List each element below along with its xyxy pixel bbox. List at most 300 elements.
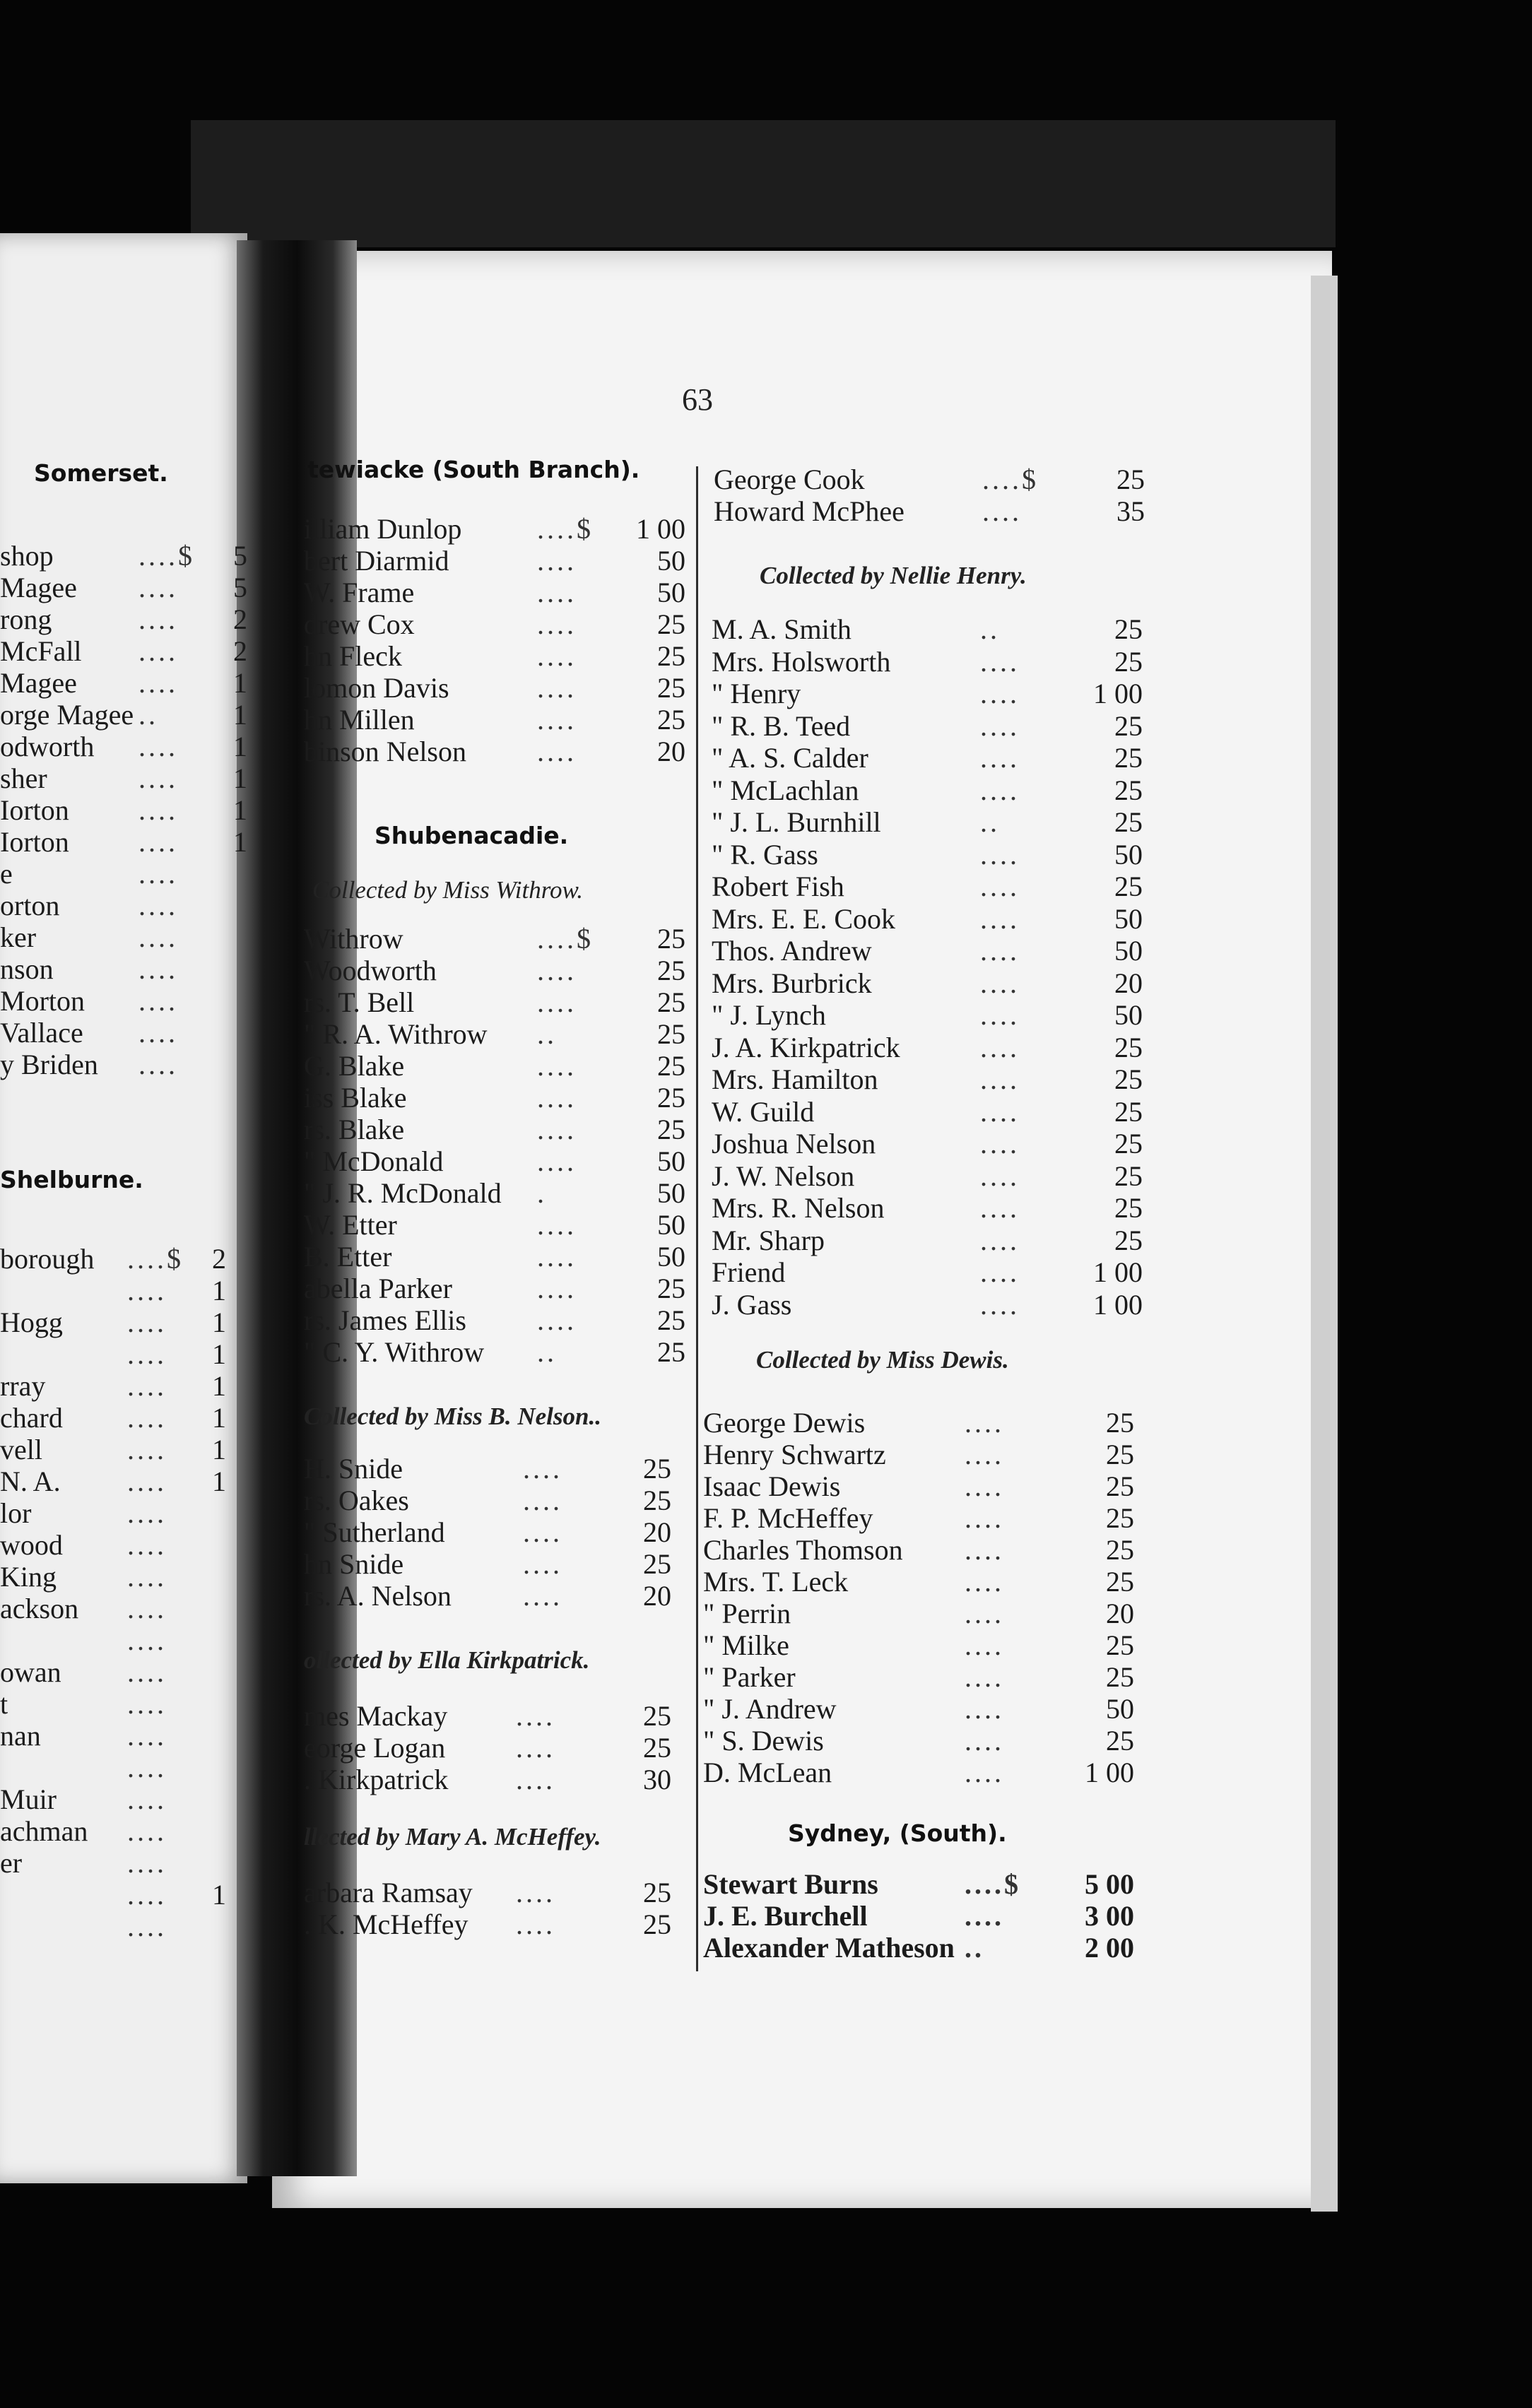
donation-amount: 25 (1106, 1629, 1134, 1661)
leader-dots: .... (980, 1063, 1020, 1095)
shubenacadie-list (304, 922, 700, 1367)
list-item (0, 1433, 254, 1465)
donor-name: drew Cox (304, 608, 415, 640)
list-item (304, 1579, 700, 1611)
leader-dots: .... (127, 1434, 167, 1465)
leader-dots: ....$ (127, 1243, 184, 1275)
leader-dots: .. (965, 1932, 984, 1964)
leader-dots: .... (537, 955, 577, 986)
list-item (0, 1846, 254, 1878)
donation-amount: 25 (1114, 1224, 1143, 1256)
donor-name: W. Guild (712, 1095, 815, 1128)
donation-amount: 1 (212, 1275, 226, 1306)
list-item (712, 741, 1150, 774)
leader-dots: .... (127, 1911, 167, 1942)
stewiacke-list (304, 512, 700, 767)
leader-dots: .... (139, 731, 178, 762)
leader-dots: .... (139, 921, 178, 953)
leader-dots: .... (537, 640, 577, 672)
list-item (0, 698, 254, 730)
donor-name: H. Snide (304, 1453, 403, 1485)
list-item (0, 539, 254, 571)
leader-dots: .... (980, 935, 1020, 967)
leader-dots: .... (980, 902, 1020, 935)
leader-dots: ....$ (139, 540, 195, 572)
leader-dots: .... (965, 1629, 1004, 1661)
list-item (0, 1465, 254, 1497)
list-item (304, 1763, 700, 1795)
list-item (712, 1288, 1150, 1321)
leader-dots: .. (537, 1336, 557, 1368)
leader-dots: .... (127, 1497, 167, 1529)
list-item (703, 1565, 1141, 1597)
somerset-list (0, 539, 254, 1080)
donor-name: Isaac Dewis (703, 1470, 841, 1502)
list-item (703, 1501, 1141, 1533)
donor-name: " J. R. McDonald (304, 1177, 502, 1209)
donation-amount: 25 (1114, 870, 1143, 902)
donor-name: " McDonald (304, 1145, 444, 1177)
donor-name: " R. Gass (712, 838, 818, 870)
donor-name: bert Diarmid (304, 545, 449, 577)
donation-amount: 25 (1114, 742, 1143, 774)
leader-dots: .... (139, 572, 178, 603)
donation-amount: 50 (1114, 935, 1143, 967)
donor-name: " R. A. Withrow (304, 1018, 488, 1050)
leader-dots: .... (537, 608, 577, 640)
donation-amount: 25 (1114, 1159, 1143, 1192)
leader-dots: .... (537, 1050, 577, 1082)
list-item (0, 1719, 254, 1751)
donation-amount: 25 (643, 1453, 671, 1485)
donor-name: " J. L. Burnhill (712, 806, 881, 838)
leader-dots: .... (980, 870, 1020, 902)
donor-name: George Cook (714, 464, 865, 495)
donor-name: Mrs. T. Leck (703, 1566, 849, 1598)
donor-name: " Perrin (703, 1598, 791, 1629)
list-item (712, 998, 1150, 1031)
leader-dots: .... (127, 1752, 167, 1783)
collected-by-henry: Collected by Nellie Henry. (760, 562, 1027, 589)
donor-name: binson Nelson (304, 736, 466, 767)
donor-name: Mrs. Burbrick (712, 967, 872, 999)
leader-dots: .... (982, 495, 1022, 527)
leader-dots: .... (139, 1017, 178, 1049)
list-item (0, 857, 254, 889)
list-item (304, 544, 700, 576)
donation-amount: 25 (1114, 1128, 1143, 1159)
list-item (0, 1560, 254, 1592)
donor-name: rs. Oakes (304, 1485, 409, 1516)
donor-name: D. McLean (703, 1757, 832, 1788)
donation-amount: 1 00 (1093, 1256, 1143, 1288)
donation-amount: 1 (233, 794, 247, 826)
donation-amount: 25 (1114, 806, 1143, 838)
list-item (712, 613, 1150, 645)
list-item (304, 703, 700, 735)
leader-dots: .... (139, 953, 178, 985)
list-item (304, 1113, 700, 1145)
list-item (304, 1049, 700, 1081)
donor-name: Woodworth (304, 955, 437, 986)
leader-dots: .... (965, 1693, 1004, 1725)
page-edge (1311, 276, 1338, 2212)
donation-amount: 35 (1116, 495, 1145, 527)
leader-dots: ....$ (537, 513, 594, 545)
donation-amount: 25 (643, 1908, 671, 1940)
leader-dots: ....$ (965, 1868, 1021, 1900)
leader-dots: .... (537, 672, 577, 704)
list-item (0, 1910, 254, 1942)
leader-dots: .... (139, 1049, 178, 1080)
collected-by-nelson: Collected by Miss B. Nelson.. (304, 1403, 601, 1430)
leader-dots: .... (980, 1224, 1020, 1256)
list-item (304, 1304, 700, 1335)
donor-name: J. E. Burchell (703, 1900, 868, 1932)
list-item (712, 967, 1150, 999)
donor-name: achman (0, 1815, 88, 1847)
donor-name: lomon Davis (304, 672, 449, 704)
list-item (712, 1224, 1150, 1256)
leader-dots: .... (537, 1145, 577, 1177)
leader-dots: .... (523, 1580, 562, 1612)
leader-dots: .... (980, 1192, 1020, 1224)
donation-amount: 25 (657, 986, 685, 1018)
donation-amount: 5 (233, 572, 247, 603)
donor-name: rs. A. Nelson (304, 1580, 452, 1612)
list-item (304, 1081, 700, 1113)
donation-amount: 25 (657, 1114, 685, 1145)
donor-name: M. A. Smith (712, 613, 852, 645)
donation-amount: 25 (657, 640, 685, 672)
donor-name: lor (0, 1497, 32, 1529)
leader-dots: .... (537, 1114, 577, 1145)
donor-name: Charles Thomson (703, 1534, 903, 1566)
list-item (0, 1401, 254, 1433)
leader-dots: .... (127, 1593, 167, 1624)
donor-name: " A. S. Calder (712, 742, 868, 774)
donation-amount: 25 (1114, 1095, 1143, 1128)
donor-name: Magee (0, 667, 77, 699)
donation-amount: 5 (233, 540, 247, 572)
donor-name: F. P. McHeffey (703, 1502, 873, 1534)
leader-dots: .... (139, 762, 178, 794)
donor-name: J. Gass (712, 1288, 792, 1321)
leader-dots: .... (127, 1370, 167, 1402)
donor-name: " C. Y. Withrow (304, 1336, 485, 1368)
leader-dots: .... (980, 999, 1020, 1031)
donation-amount: 25 (1106, 1470, 1134, 1502)
leader-dots: .... (516, 1764, 555, 1795)
leader-dots: .... (980, 967, 1020, 999)
donor-name: Magee (0, 572, 77, 603)
leader-dots: .... (965, 1439, 1004, 1470)
leader-dots: .... (139, 667, 178, 699)
donor-name: owan (0, 1656, 61, 1688)
donation-amount: 25 (1114, 1192, 1143, 1224)
leader-dots: .... (537, 1241, 577, 1273)
collected-by-kirkpatrick: ollected by Ella Kirkpatrick. (304, 1646, 590, 1674)
donor-name: Withrow (304, 923, 403, 955)
donation-amount: 1 00 (1093, 678, 1143, 709)
donation-amount: 50 (657, 545, 685, 577)
leader-dots: .... (965, 1502, 1004, 1534)
donor-name: Friend (712, 1256, 786, 1288)
leader-dots: .... (537, 1209, 577, 1241)
donor-name: hn Snide (304, 1548, 404, 1580)
collected-by-dewis: Collected by Miss Dewis. (756, 1346, 1009, 1374)
donor-name: mes Mackay (304, 1700, 448, 1732)
list-item (712, 1063, 1150, 1095)
leader-dots: .... (965, 1661, 1004, 1693)
leader-dots: .... (537, 577, 577, 608)
donor-name: orge Magee (0, 699, 134, 731)
kirkpatrick-list (304, 1699, 700, 1795)
list-item (304, 1516, 700, 1547)
leader-dots: .... (980, 1256, 1020, 1288)
henry-list (712, 613, 1150, 1320)
donor-name: arbara Ramsay (304, 1877, 473, 1908)
leader-dots: .... (127, 1656, 167, 1688)
list-item (304, 986, 700, 1017)
list-item (712, 709, 1150, 742)
donor-name: t (0, 1688, 8, 1720)
donation-amount: 50 (657, 577, 685, 608)
donation-amount: 1 (233, 826, 247, 858)
donor-name: " S. Dewis (703, 1725, 824, 1757)
donation-amount: 25 (1106, 1407, 1134, 1439)
donation-amount: 25 (657, 1273, 685, 1304)
list-item (304, 735, 700, 767)
donor-name: Robert Fish (712, 870, 844, 902)
collected-by-withrow: Collected by Miss Withrow. (312, 876, 584, 904)
list-item (304, 1240, 700, 1272)
donation-amount: 20 (1106, 1598, 1134, 1629)
donation-amount: 25 (657, 1304, 685, 1336)
list-item (0, 1369, 254, 1401)
donor-name: wood (0, 1529, 63, 1561)
donation-amount: 25 (1106, 1661, 1134, 1693)
list-item (304, 1272, 700, 1304)
donor-name: er (0, 1847, 23, 1879)
leader-dots: .... (537, 736, 577, 767)
donor-name: Joshua Nelson (712, 1128, 876, 1159)
list-item (0, 1783, 254, 1814)
leader-dots: .... (537, 1304, 577, 1336)
donor-name: " Parker (703, 1661, 796, 1693)
donation-amount: 50 (1106, 1693, 1134, 1725)
donor-name: Thos. Andrew (712, 935, 872, 967)
list-item (0, 730, 254, 762)
donation-amount: 25 (657, 1018, 685, 1050)
list-item (703, 1660, 1141, 1692)
donor-name: Mrs. Hamilton (712, 1063, 878, 1095)
list-item (0, 921, 254, 952)
list-item (712, 870, 1150, 902)
list-item (703, 1931, 1141, 1963)
list-item (0, 952, 254, 984)
section-heading-stewiacke: tewiacke (South Branch). (307, 456, 640, 483)
list-item (304, 1699, 700, 1731)
list-item (0, 1751, 254, 1783)
list-item (712, 838, 1150, 870)
donor-name: eorge Logan (304, 1732, 446, 1764)
donor-name: Mrs. R. Nelson (712, 1192, 885, 1224)
list-item (0, 1878, 254, 1910)
donation-amount: 1 (212, 1306, 226, 1338)
leader-dots: .... (127, 1847, 167, 1879)
list-item (0, 1624, 254, 1656)
donor-name: Vallace (0, 1017, 83, 1049)
list-item (0, 1274, 254, 1306)
donation-amount: 25 (1114, 774, 1143, 806)
donor-name: illiam Dunlop (304, 513, 462, 545)
donor-name: Alexander Matheson (703, 1932, 955, 1964)
donor-name: Howard McPhee (714, 495, 905, 527)
donor-name: Muir (0, 1783, 57, 1815)
donation-amount: 50 (657, 1145, 685, 1177)
donor-name: " J. Andrew (703, 1693, 837, 1725)
list-item (0, 571, 254, 603)
donor-name: odworth (0, 731, 95, 762)
leader-dots: .... (139, 858, 178, 890)
section-heading-shelburne: Shelburne. (0, 1166, 143, 1193)
donor-name: N. A. (0, 1465, 61, 1497)
donor-name: orton (0, 890, 60, 921)
donation-amount: 2 (233, 603, 247, 635)
donation-amount: 50 (1114, 902, 1143, 935)
list-item (712, 1031, 1150, 1063)
leader-dots: .... (965, 1598, 1004, 1629)
shelburne-list (0, 1242, 254, 1942)
donation-amount: 1 00 (1085, 1757, 1134, 1788)
list-item (304, 608, 700, 639)
donation-amount: 25 (657, 608, 685, 640)
list-item (712, 934, 1150, 967)
leader-dots: .... (139, 603, 178, 635)
donation-amount: 25 (1106, 1534, 1134, 1566)
donation-amount: 1 (212, 1434, 226, 1465)
list-item (0, 1687, 254, 1719)
donor-name: shop (0, 540, 54, 572)
donation-amount: 20 (657, 736, 685, 767)
list-item (0, 1048, 254, 1080)
donation-amount: 25 (657, 923, 685, 955)
leader-dots: .... (139, 890, 178, 921)
donation-amount: 25 (1116, 464, 1145, 495)
list-item (304, 1908, 700, 1940)
donation-amount: 1 (233, 762, 247, 794)
donor-name: rs. James Ellis (304, 1304, 466, 1336)
leader-dots: .. (537, 1018, 557, 1050)
donor-name: Morton (0, 985, 85, 1017)
donor-name: . K. McHeffey (304, 1908, 469, 1940)
list-item (304, 922, 700, 954)
list-item (703, 1597, 1141, 1629)
list-item (0, 889, 254, 921)
donation-amount: 25 (657, 1050, 685, 1082)
list-item (0, 635, 254, 666)
donation-amount: 50 (657, 1241, 685, 1273)
leader-dots: .... (965, 1725, 1004, 1757)
list-item (0, 1497, 254, 1528)
list-item (703, 1438, 1141, 1470)
leader-dots: .... (127, 1465, 167, 1497)
leader-dots: .... (139, 826, 178, 858)
list-item (714, 463, 1152, 495)
donor-name: iss Blake (304, 1082, 407, 1114)
donor-name: " Sutherland (304, 1516, 445, 1548)
donor-name: Mrs. Holsworth (712, 645, 891, 678)
donor-name: " J. Lynch (712, 999, 826, 1031)
leader-dots: .... (980, 1128, 1020, 1159)
donation-amount: 1 (212, 1370, 226, 1402)
donor-name: rs. Blake (304, 1114, 405, 1145)
sydney-list (703, 1867, 1141, 1963)
section-heading-shubenacadie: Shubenacadie. (375, 822, 569, 849)
donor-name: W. Frame (304, 577, 415, 608)
leader-dots: .... (537, 986, 577, 1018)
list-item (714, 495, 1152, 526)
donation-amount: 1 (233, 731, 247, 762)
leader-dots: .... (516, 1908, 555, 1940)
donor-name: hn Fleck (304, 640, 402, 672)
donor-name: G. Blake (304, 1050, 405, 1082)
donor-name: J. A. Kirkpatrick (712, 1031, 900, 1063)
donor-name: " Milke (703, 1629, 789, 1661)
donor-name: King (0, 1561, 57, 1593)
leader-dots: .. (139, 699, 158, 731)
leader-dots: .... (523, 1485, 562, 1516)
donation-amount: 3 00 (1085, 1900, 1134, 1932)
donor-name: rong (0, 603, 52, 635)
leader-dots: .... (127, 1529, 167, 1561)
list-item (0, 1656, 254, 1687)
leader-dots: .... (127, 1338, 167, 1370)
list-item (304, 1176, 700, 1208)
leader-dots: .... (127, 1879, 167, 1911)
list-item (703, 1724, 1141, 1756)
list-item (0, 1242, 254, 1274)
page-number: 63 (682, 382, 713, 417)
leader-dots: .... (127, 1720, 167, 1752)
leader-dots: .... (127, 1815, 167, 1847)
leader-dots: .... (139, 985, 178, 1017)
donation-amount: 2 (233, 635, 247, 667)
list-item (712, 645, 1150, 678)
donation-amount: 1 00 (1093, 1288, 1143, 1321)
leader-dots: .... (139, 794, 178, 826)
donor-name: ackson (0, 1593, 79, 1624)
leader-dots: .... (980, 742, 1020, 774)
donor-name: George Dewis (703, 1407, 866, 1439)
donor-name: " Henry (712, 678, 801, 709)
list-item (0, 762, 254, 793)
donation-amount: 25 (657, 672, 685, 704)
list-item (304, 954, 700, 986)
donor-name: borough (0, 1243, 95, 1275)
leader-dots: .... (139, 635, 178, 667)
list-item (304, 576, 700, 608)
donor-name: y Briden (0, 1049, 98, 1080)
donation-amount: 25 (643, 1732, 671, 1764)
donation-amount: 1 (233, 667, 247, 699)
list-item (304, 512, 700, 544)
donor-name: Stewart Burns (703, 1868, 878, 1900)
list-item (304, 1484, 700, 1516)
donation-amount: 5 00 (1085, 1868, 1134, 1900)
list-item (304, 1547, 700, 1579)
